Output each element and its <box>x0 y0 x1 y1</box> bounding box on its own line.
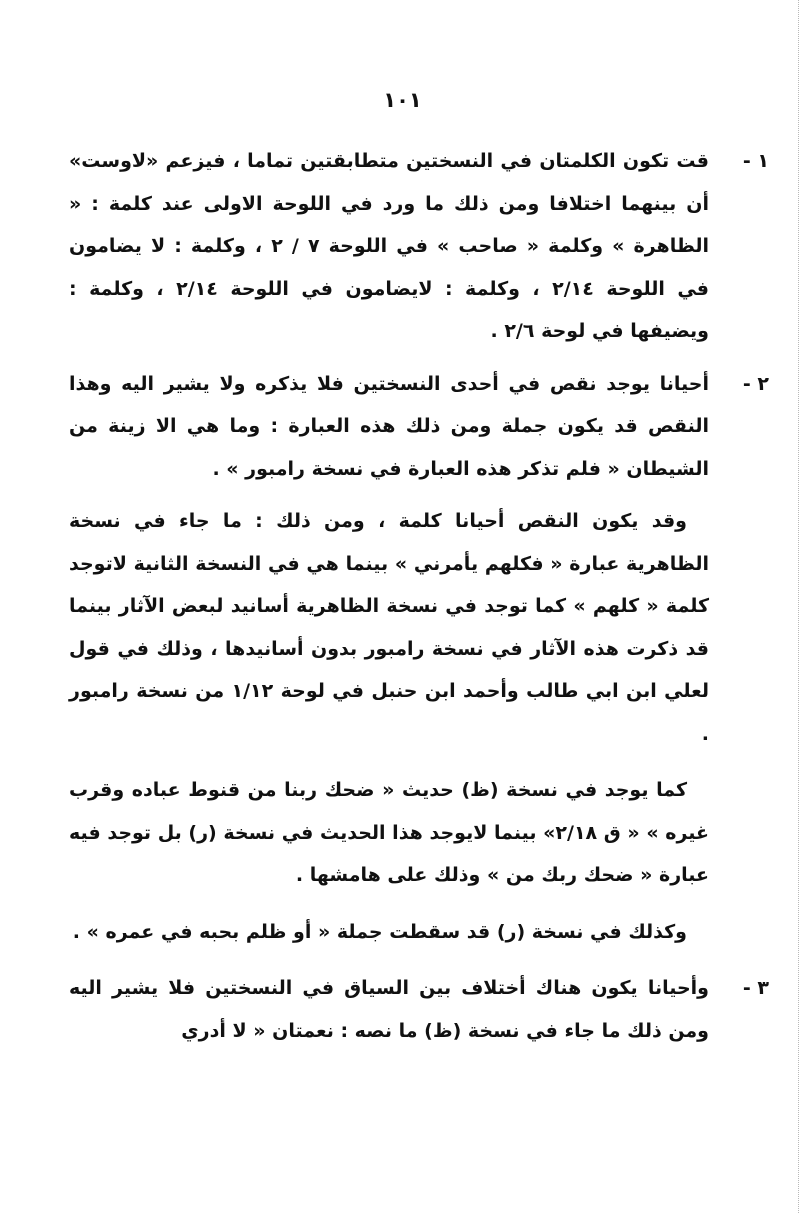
item-number: ٣ - <box>742 977 769 999</box>
paragraph-missing-word: وقد يكون النقص أحيانا كلمة ، ومن ذلك : ما جاء في نسخة الظاهرية عبارة « فكلهم يأمرني » بينما هي في النسخة الثانية لاتوجد كلمة « كلهم » كما توجد في نسخة الظاهرية أسانيد لبعض الآثار بينما قد ذكرت هذه الآثار في نسخة رامبور بدون أسانيدها ، وذلك في قول لعلي ابن ابي طالب وأحمد ابن حنبل في لوحة ١/١٢ من نسخة رامبور . <box>69 510 709 745</box>
paragraph-dropped-phrase: وكذلك في نسخة (ر) قد سقطت جملة « أو ظلم بحبه في عمره » . <box>72 920 687 943</box>
item-number: ١ - <box>742 150 769 172</box>
page-edge-divider <box>797 0 799 1213</box>
item-text: أحيانا يوجد نقص في أحدى النسختين فلا يذكره ولا يشير اليه وهذا النقص قد يكون جملة ومن ذلك هذه العبارة : وما هي الا زينة من الشيطان « فلم تذكر هذه العبارة في نسخة رامبور » . <box>69 372 709 480</box>
numbered-item-2 <box>69 363 769 491</box>
item-text: قت تكون الكلمتان في النسختين متطابقتين تماما ، فيزعم «لاوست» أن بينهما اختلافا ومن ذلك ما ورد في اللوحة الاولى عند كلمة : « الظاهرة » وكلمة « صاحب » في اللوحة ٧ / ٢ ، وكلمة : لا يضامون في اللوحة ٢/١٤ ، وكلمة : لايضامون في اللوحة ٢/١٤ ، وكلمة : ويضيفها في لوحة ٢/٦ . <box>69 150 710 342</box>
item-text: وأحيانا يكون هناك أختلاف بين السياق في النسختين فلا يشير اليه ومن ذلك ما جاء في نسخة (ظ) ما نصه : نعمتان « لا أدري <box>69 977 709 1042</box>
page-number: ١٠١ <box>383 88 422 112</box>
numbered-item-3 <box>69 967 769 1052</box>
item-number: ٢ - <box>742 372 769 395</box>
page-body <box>69 140 769 1052</box>
numbered-item-1 <box>69 140 769 353</box>
paragraph-hadith-note: كما يوجد في نسخة (ظ) حديث « ضحك ربنا من قنوط عباده وقرب غيره » « ق ٢/١٨» بينما لايوجد هذا الحديث في نسخة (ر) بل توجد فيه عبارة « ضحك ربك من » وذلك على هامشها . <box>69 779 710 886</box>
